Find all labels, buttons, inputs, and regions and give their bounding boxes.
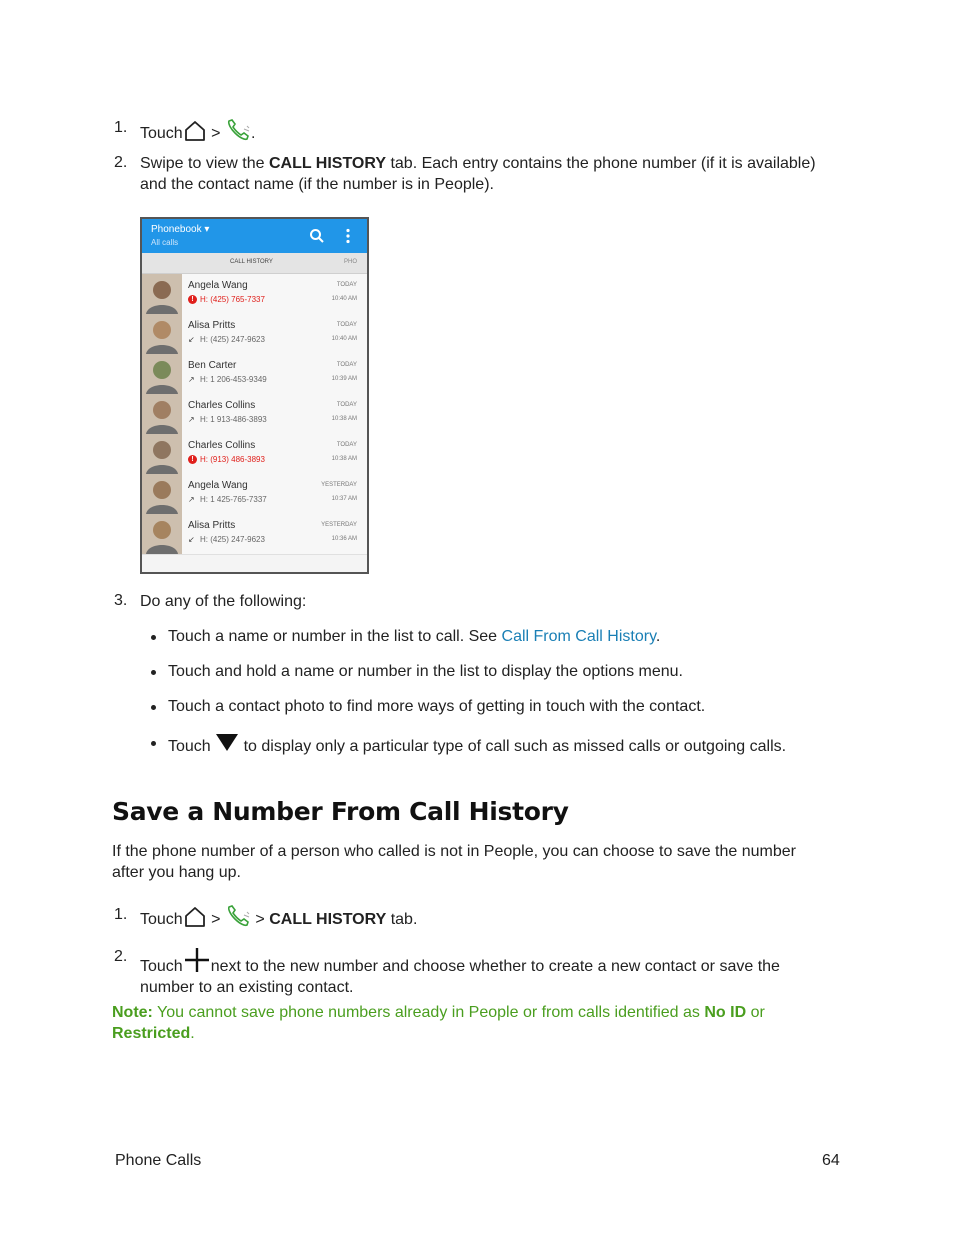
contact-name: Alisa Pritts [188, 520, 236, 531]
step-3-text: Do any of the following: [140, 593, 307, 610]
call-entry[interactable] [142, 314, 367, 355]
call-time: 10:39 AM [331, 376, 357, 382]
call-type-icon: ↗ [188, 375, 195, 384]
step-number: 2. [114, 154, 128, 171]
tab-word: tab. [386, 911, 418, 928]
contact-photo[interactable] [142, 354, 182, 394]
intro-line-2: after you hang up. [112, 864, 241, 881]
all-calls-filter[interactable]: All calls [151, 238, 179, 247]
bullet-4-pre: Touch [168, 738, 211, 755]
phonebook-title[interactable]: Phonebook ▾ [151, 224, 210, 235]
footer-chapter: Phone Calls [115, 1152, 202, 1169]
call-entry[interactable] [142, 394, 367, 435]
step-1-text [140, 118, 255, 144]
call-type-icon: ↗ [188, 415, 195, 424]
bullet-dot [151, 705, 156, 710]
home-icon [183, 906, 207, 928]
bullet-dot [151, 670, 156, 675]
bullet-2: Touch and hold a name or number in the list to display the options menu. [168, 663, 683, 680]
call-time: 10:38 AM [331, 456, 357, 462]
contact-name: Angela Wang [188, 480, 248, 491]
section-heading: Save a Number From Call History [112, 797, 569, 826]
call-entry[interactable] [142, 514, 367, 555]
bullet-dot [151, 741, 156, 746]
save-step-1 [140, 904, 417, 930]
contact-number: H: (425) 247-9623 [200, 335, 265, 344]
contact-photo[interactable] [142, 394, 182, 434]
call-entry[interactable] [142, 474, 367, 515]
touch-word: Touch [140, 125, 183, 142]
step-number: 2. [114, 948, 128, 965]
contact-number: H: 1 206-453-9349 [200, 375, 267, 384]
touch-word: Touch [140, 911, 183, 928]
contact-name: Charles Collins [188, 440, 256, 451]
section-intro [112, 841, 842, 883]
contact-photo[interactable] [142, 514, 182, 554]
contact-name: Alisa Pritts [188, 320, 236, 331]
call-type-icon: ! [188, 455, 197, 464]
call-day: YESTERDAY [321, 522, 357, 528]
restricted-term: Restricted [112, 1025, 191, 1042]
call-day: TODAY [336, 282, 357, 288]
contact-number: H: 1 913-486-3893 [200, 415, 267, 424]
call-entry[interactable] [142, 434, 367, 475]
contact-photo[interactable] [142, 474, 182, 514]
bullet-dot [151, 635, 156, 640]
app-bar [142, 219, 367, 253]
contact-name: Angela Wang [188, 280, 248, 291]
no-id-term: No ID [704, 1004, 747, 1021]
contact-name: Charles Collins [188, 400, 256, 411]
greater-than: > [211, 125, 221, 142]
bullet-1-pre: Touch a name or number in the list to call. See [168, 628, 502, 645]
call-day: TODAY [336, 402, 357, 408]
note-end: . [190, 1025, 195, 1042]
call-history-label: CALL HISTORY [268, 155, 386, 172]
call-type-icon: ! [188, 295, 197, 304]
contact-photo[interactable] [142, 314, 182, 354]
tab-call-history[interactable]: CALL HISTORY [230, 259, 273, 265]
step-number: 3. [114, 592, 128, 609]
step-2-text [140, 153, 860, 195]
contact-photo[interactable] [142, 434, 182, 474]
phone-icon [225, 904, 251, 928]
contact-number: H: (425) 247-9623 [200, 535, 265, 544]
bullet-1 [168, 626, 660, 647]
step-2-post: tab. Each entry contains the phone number (if it is available) [386, 155, 816, 172]
greater-than: > [255, 911, 265, 928]
call-time: 10:37 AM [331, 496, 357, 502]
note [112, 1002, 842, 1044]
note-or: or [746, 1004, 765, 1021]
page-number: 64 [822, 1152, 840, 1169]
call-history-screenshot [140, 217, 369, 574]
tab-phonebook[interactable]: PHO [344, 259, 358, 265]
call-time: 10:36 AM [331, 536, 357, 542]
add-plus-icon [183, 947, 211, 973]
call-entry[interactable] [142, 274, 367, 315]
call-type-icon: ↙ [188, 535, 195, 544]
call-entry[interactable] [142, 354, 367, 395]
contact-name: Ben Carter [188, 360, 237, 371]
period: . [250, 125, 256, 142]
call-history-label: CALL HISTORY [269, 911, 387, 928]
bullet-4 [168, 732, 786, 757]
bullet-1-post: . [655, 628, 661, 645]
greater-than: > [211, 911, 221, 928]
step-number: 1. [114, 119, 128, 136]
call-from-history-link[interactable]: Call From Call History [501, 628, 656, 645]
step-2-pre: Swipe to view the [140, 155, 269, 172]
bullet-4-post: to display only a particular type of call such as missed calls or outgoing calls. [239, 738, 787, 755]
step-2-line2: and the contact name (if the number is in People). [140, 176, 494, 193]
contact-number: H: (425) 765-7337 [200, 295, 265, 304]
call-day: TODAY [336, 322, 357, 328]
touch-word: Touch [140, 958, 183, 975]
contact-number: H: (913) 486-3893 [200, 455, 265, 464]
bullet-3: Touch a contact photo to find more ways of getting in touch with the contact. [168, 698, 706, 715]
step-number: 1. [114, 906, 128, 923]
call-time: 10:38 AM [331, 416, 357, 422]
phone-icon [225, 118, 251, 142]
call-type-icon: ↙ [188, 335, 195, 344]
call-day: TODAY [336, 442, 357, 448]
phone-tabs [142, 253, 367, 274]
contact-photo[interactable] [142, 274, 182, 314]
save-step-2 [140, 947, 860, 998]
call-time: 10:40 AM [331, 296, 357, 302]
call-time: 10:40 AM [331, 336, 357, 342]
filter-triangle-icon [215, 732, 239, 754]
note-text: You cannot save phone numbers already in People or from calls identified as [152, 1004, 705, 1021]
save-step-2-line2: number to an existing contact. [140, 979, 354, 996]
call-type-icon: ↗ [188, 495, 195, 504]
intro-line-1: If the phone number of a person who called is not in People, you can choose to save the number [112, 843, 796, 860]
call-day: TODAY [336, 362, 357, 368]
home-icon [183, 120, 207, 142]
overflow-menu-icon[interactable] [345, 228, 351, 244]
contact-number: H: 1 425-765-7337 [200, 495, 267, 504]
call-day: YESTERDAY [321, 482, 357, 488]
search-icon[interactable] [309, 228, 325, 244]
note-label: Note: [112, 1004, 153, 1021]
save-step-2-post: next to the new number and choose whether to create a new contact or save the [210, 958, 780, 975]
